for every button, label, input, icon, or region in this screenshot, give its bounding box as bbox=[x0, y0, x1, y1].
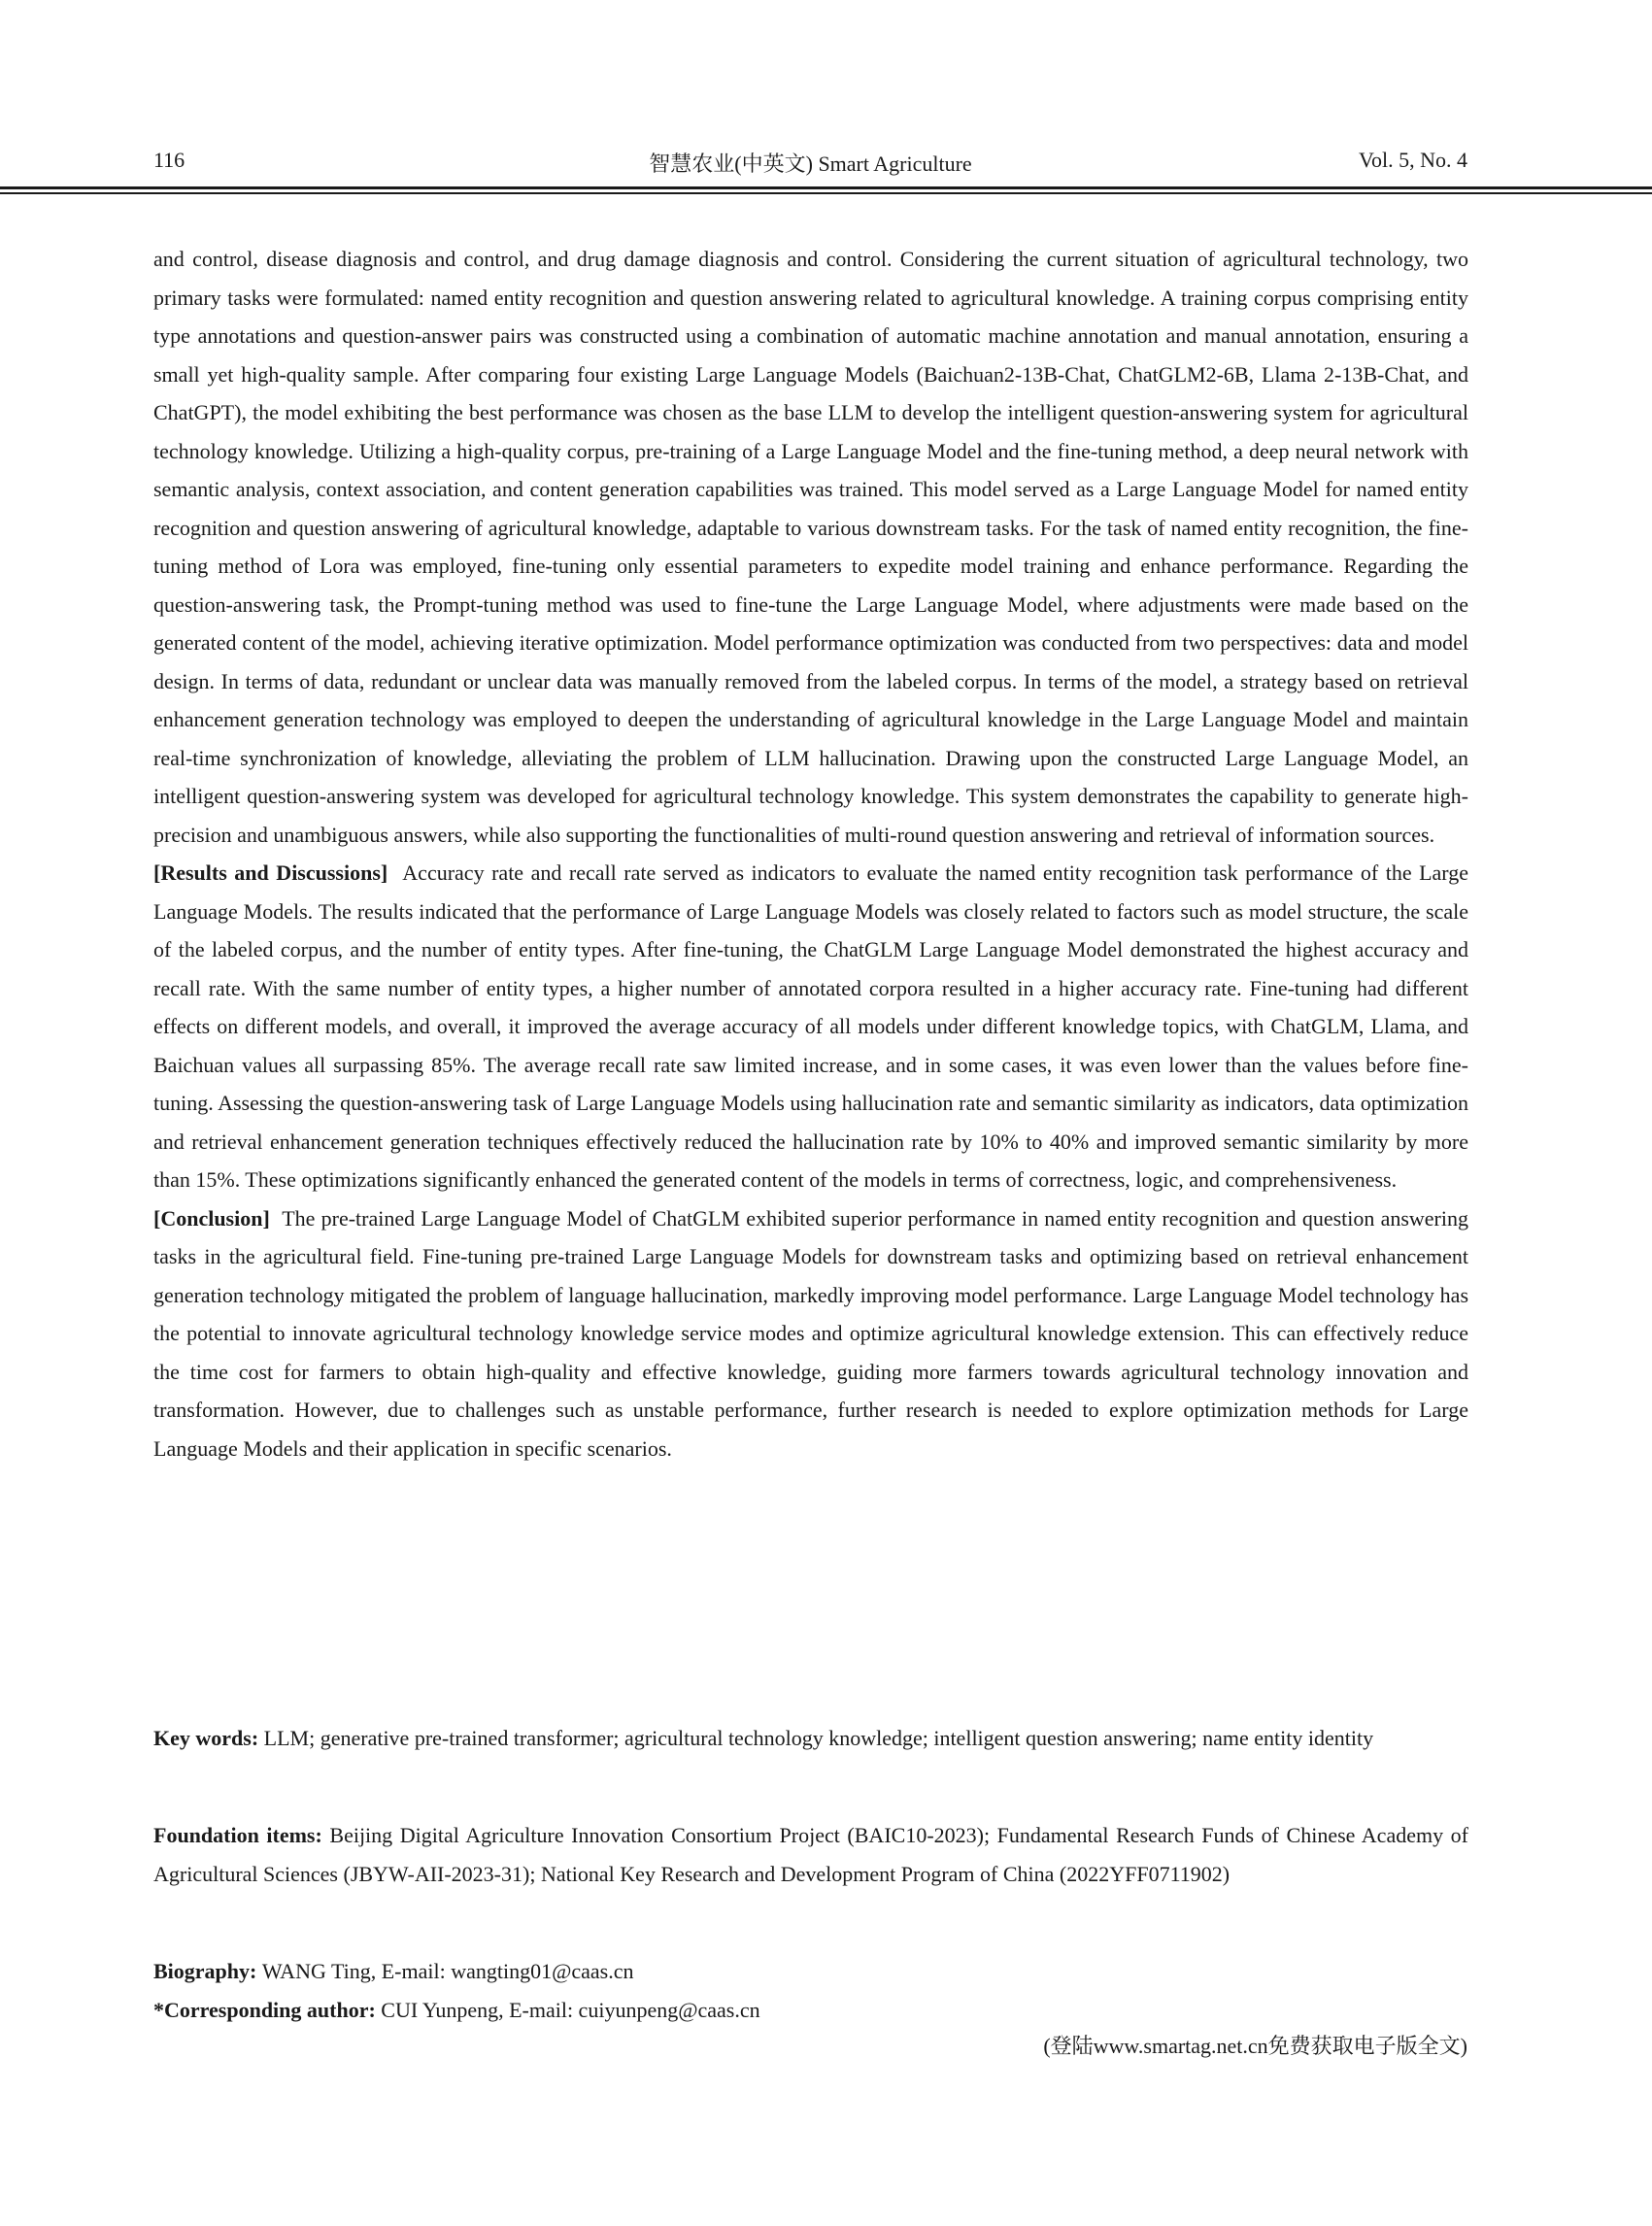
biography-label: Biography: bbox=[153, 1959, 257, 1983]
page-header bbox=[153, 148, 1467, 183]
conclusion-paragraph bbox=[153, 1199, 1468, 1468]
journal-title: 智慧农业(中英文) Smart Agriculture bbox=[649, 152, 972, 176]
conclusion-heading: [Conclusion] bbox=[153, 1205, 270, 1231]
biography-text: WANG Ting, E-mail: wangting01@caas.cn bbox=[261, 1959, 634, 1983]
footer-note: (登陆www.smartag.net.cn免费获取电子版全文) bbox=[1043, 2034, 1467, 2058]
foundation-label: Foundation items: bbox=[153, 1823, 322, 1847]
foundation-text: Beijing Digital Agriculture Innovation Consortium Project (BAIC10-2023); Fundamental Research Funds of Chinese Academy of Agricultural Sciences (JBYW-AII-2023-31); National Key Research and Development Program of China (2022YFF0711902) bbox=[153, 1823, 1468, 1886]
biography bbox=[153, 1952, 1468, 1991]
corresponding-text: CUI Yunpeng, E-mail: cuiyunpeng@caas.cn bbox=[381, 1998, 760, 2022]
header-rule-thick bbox=[0, 186, 1652, 189]
methods-paragraph: and control, disease diagnosis and control, and drug damage diagnosis and control. Considering the current situation of agricultural technology, two primary tasks were formulated: named entity recognition and question answering related to agricultural knowledge. A training corpus comprising entity type annotations and question-answer pairs was constructed using a combination of automatic machine annotation and manual annotation, ensuring a small yet high-quality sample. After comparing four existing Large Language Models (Baichuan2-13B-Chat, ChatGLM2-6B, Llama 2-13B-Chat, and ChatGPT), the model exhibiting the best performance was chosen as the base LLM to develop the intelligent question-answering system for agricultural technology knowledge. Utilizing a high-quality corpus, pre-training of a Large Language Model and the fine-tuning method, a deep neural network with semantic analysis, context association, and content generation capabilities was trained. This model served as a Large Language Model for named entity recognition and question answering of agricultural knowledge, adaptable to various downstream tasks. For the task of named entity recognition, the fine-tuning method of Lora was employed, fine-tuning only essential parameters to expedite model training and enhance performance. Regarding the question-answering task, the Prompt-tuning method was used to fine-tune the Large Language Model, where adjustments were made based on the generated content of the model, achieving iterative optimization. Model performance optimization was conducted from two perspectives: data and model design. In terms of data, redundant or unclear data was manually removed from the labeled corpus. In terms of the model, a strategy based on retrieval enhancement generation technology was employed to deepen the understanding of agricultural knowledge in the Large Language Model and maintain real-time synchronization of knowledge, alleviating the problem of LLM hallucination. Drawing upon the constructed Large Language Model, an intelligent question-answering system was developed for agricultural technology knowledge. This system demonstrates the capability to generate high-precision and unambiguous answers, while also supporting the functionalities of multi-round question answering and retrieval of information sources. bbox=[153, 247, 1468, 847]
page-number: 116 bbox=[153, 148, 185, 172]
results-text: Accuracy rate and recall rate served as indicators to evaluate the named entity recognition task performance of the Large Language Models. The results indicated that the performance of Large Language Models was closely related to factors such as model structure, the scale of the labeled corpus, and the number of entity types. After fine-tuning, the ChatGLM Large Language Model demonstrated the highest accuracy and recall rate. With the same number of entity types, a higher number of annotated corpora resulted in a higher accuracy rate. Fine-tuning had different effects on different models, and overall, it improved the average accuracy of all models under different knowledge topics, with ChatGLM, Llama, and Baichuan values all surpassing 85%. The average recall rate saw limited increase, and in some cases, it was even lower than the values before fine-tuning. Assessing the question-answering task of Large Language Models using hallucination rate and semantic similarity as indicators, data optimization and retrieval enhancement generation techniques effectively reduced the hallucination rate by 10% to 40% and improved semantic similarity by more than 15%. These optimizations significantly enhanced the generated content of the models in terms of correctness, logic, and comprehensiveness. bbox=[153, 860, 1469, 1192]
keywords-text: LLM; generative pre-trained transformer; agricultural technology knowledge; intelligent question answering; name entity identity bbox=[263, 1726, 1374, 1750]
corresponding-author bbox=[153, 1991, 1468, 2030]
header-rule-thin bbox=[0, 192, 1652, 194]
conclusion-text: The pre-trained Large Language Model of ChatGLM exhibited superior performance in named entity recognition and question answering tasks in the agricultural field. Fine-tuning pre-trained Large Language Models for downstream tasks and optimizing based on retrieval enhancement generation technology mitigated the problem of language hallucination, markedly improving model performance. Large Language Model technology has the potential to innovate agricultural technology knowledge service modes and optimize agricultural knowledge extension. This can effectively reduce the time cost for farmers to obtain high-quality and effective knowledge, guiding more farmers towards agricultural technology innovation and transformation. However, due to challenges such as unstable performance, further research is needed to explore optimization methods for Large Language Models and their application in specific scenarios. bbox=[153, 1205, 1468, 1461]
results-heading: [Results and Discussions] bbox=[153, 860, 388, 885]
abstract-body bbox=[153, 240, 1468, 1467]
foundation-items bbox=[153, 1816, 1468, 1893]
keywords-label: Key words: bbox=[153, 1726, 259, 1750]
results-paragraph bbox=[153, 854, 1468, 1199]
keywords bbox=[153, 1719, 1468, 1758]
corresponding-label: *Corresponding author: bbox=[153, 1998, 376, 2022]
volume-info: Vol. 5, No. 4 bbox=[1358, 148, 1467, 172]
